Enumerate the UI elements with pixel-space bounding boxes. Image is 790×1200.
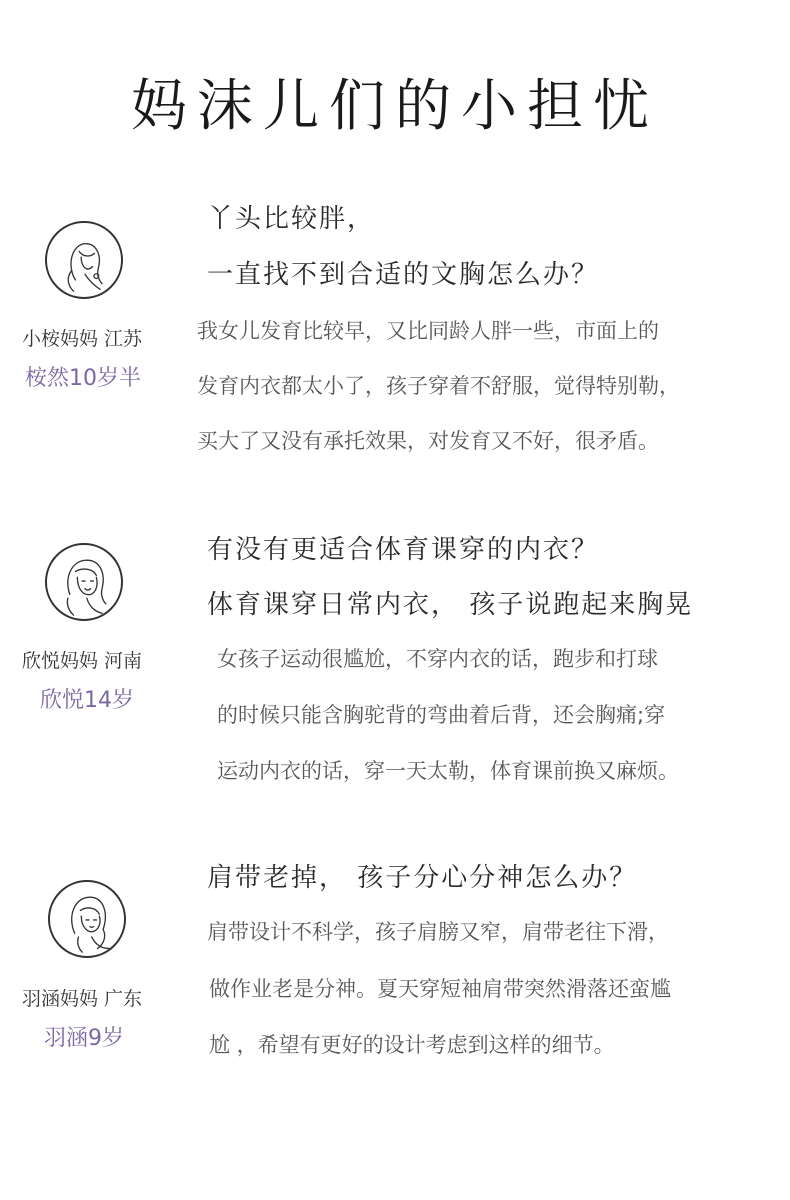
body-line: 发育内衣都太小了，孩子穿着不舒服，觉得特别勒，	[197, 374, 680, 398]
heading-line: 一直找不到合适的文胸怎么办？	[207, 260, 600, 290]
avatar	[45, 543, 123, 621]
heading-line: 体育课穿日常内衣， 孩子说跑起来胸晃	[207, 590, 694, 620]
child-info: 羽涵9岁	[44, 1026, 124, 1051]
avatar	[48, 880, 126, 958]
body-line: 买大了又没有承托效果，对发育又不好，很矛盾。	[197, 429, 659, 453]
avatar	[45, 221, 123, 299]
body-line: 女孩子运动很尴尬，不穿内衣的话，跑步和打球	[217, 647, 658, 671]
woman-portrait-icon	[47, 545, 121, 619]
body-line: 运动内衣的话，穿一天太勒，体育课前换又麻烦。	[217, 759, 679, 783]
body-line: 的时候只能含胸驼背的弯曲着后背，还会胸痛;穿	[217, 703, 666, 727]
body-line: 做作业老是分神。夏天穿短袖肩带突然滑落还蛮尴	[209, 977, 671, 1001]
body-line: 我女儿发育比较早，又比同龄人胖一些，市面上的	[197, 319, 659, 343]
heading-line: 丫头比较胖，	[207, 204, 376, 234]
heading-line: 肩带老掉， 孩子分心分神怎么办？	[207, 863, 638, 893]
mom-name: 欣悦妈妈 河南	[22, 650, 143, 672]
page-title: 妈沫儿们的小担忧	[131, 74, 659, 139]
body-line: 肩带设计不科学，孩子肩膀又窄，肩带老往下滑，	[207, 920, 669, 944]
child-info: 桉然10岁半	[25, 366, 141, 391]
woman-portrait-icon	[50, 882, 124, 956]
woman-portrait-icon	[47, 223, 121, 297]
mom-name: 小桉妈妈 江苏	[22, 328, 143, 350]
child-info: 欣悦14岁	[40, 688, 134, 713]
heading-line: 有没有更适合体育课穿的内衣？	[207, 535, 600, 565]
mom-name: 羽涵妈妈 广东	[22, 988, 143, 1010]
body-line: 尬 ，希望有更好的设计考虑到这样的细节。	[209, 1033, 615, 1057]
